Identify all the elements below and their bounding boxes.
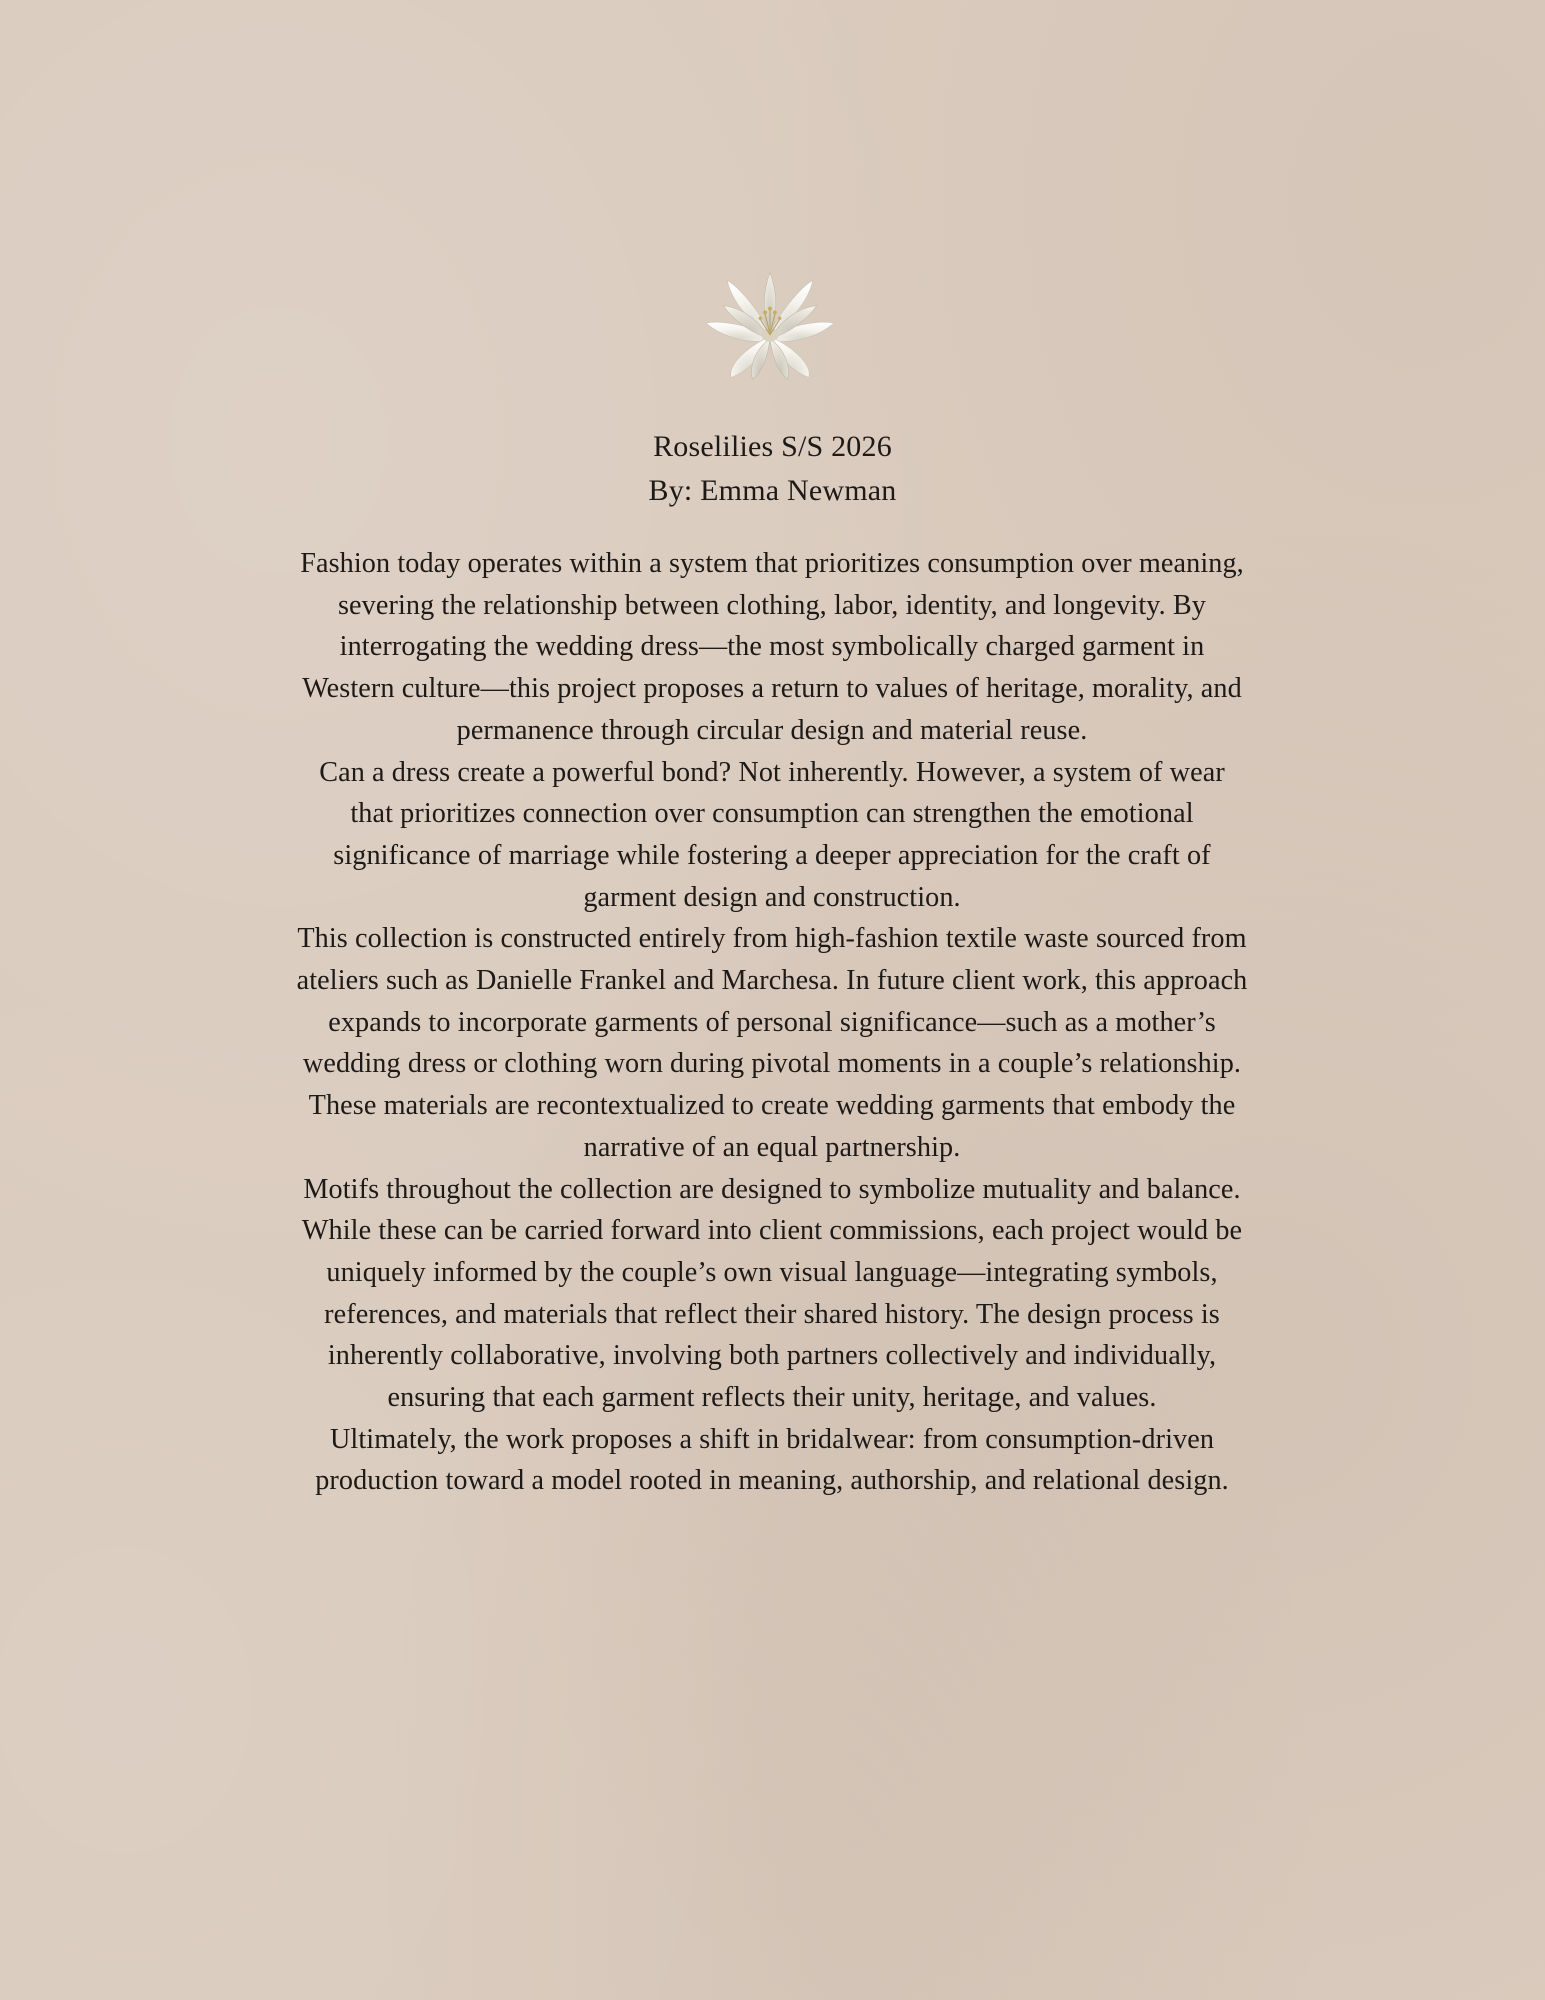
statement-paragraph: Fashion today operates within a system that prioritizes consumption over meaning, severing the relationship between clothing, labor, identity, and longevity. By interrogating the wedding dress—the most symbolically charged garment in Western culture—this project proposes a return to values of heritage, morality, and permanence through circular design and material reuse.	[300, 548, 1244, 746]
statement-paragraph: This collection is constructed entirely from high-fashion textile waste sourced from ateliers such as Danielle Frankel and Marchesa. In future client work, this approach expands to incorporate garments of personal significance—such as a mother’s wedding dress or clothing worn during pivotal moments in a couple’s relationship. These materials are recontextualized to create wedding garments that embody the narrative of an equal partnership.	[296, 923, 1248, 1163]
statement-paragraph: Ultimately, the work proposes a shift in bridalwear: from consumption-driven production toward a model rooted in meaning, authorship, and relational design.	[315, 1423, 1229, 1497]
white-lily-flower-icon	[702, 270, 838, 384]
artist-statement	[296, 543, 1248, 1502]
collection-title: Roselilies S/S 2026	[653, 430, 892, 463]
statement-paragraph: Motifs throughout the collection are designed to symbolize mutuality and balance. While these can be carried forward into client commissions, each project would be uniquely informed by the couple’s own visual language—integrating symbols, references, and materials that reflect their shared history. The design process is inherently collaborative, involving both partners collectively and individually, ensuring that each garment reflects their unity, heritage, and values.	[301, 1173, 1243, 1414]
author-byline: By: Emma Newman	[648, 474, 897, 507]
document-header	[0, 425, 1545, 513]
statement-paragraph: Can a dress create a powerful bond? Not inherently. However, a system of wear that prioritizes connection over consumption can strengthen the emotional significance of marriage while fostering a deeper appreciation for the craft of garment design and construction.	[319, 756, 1225, 913]
